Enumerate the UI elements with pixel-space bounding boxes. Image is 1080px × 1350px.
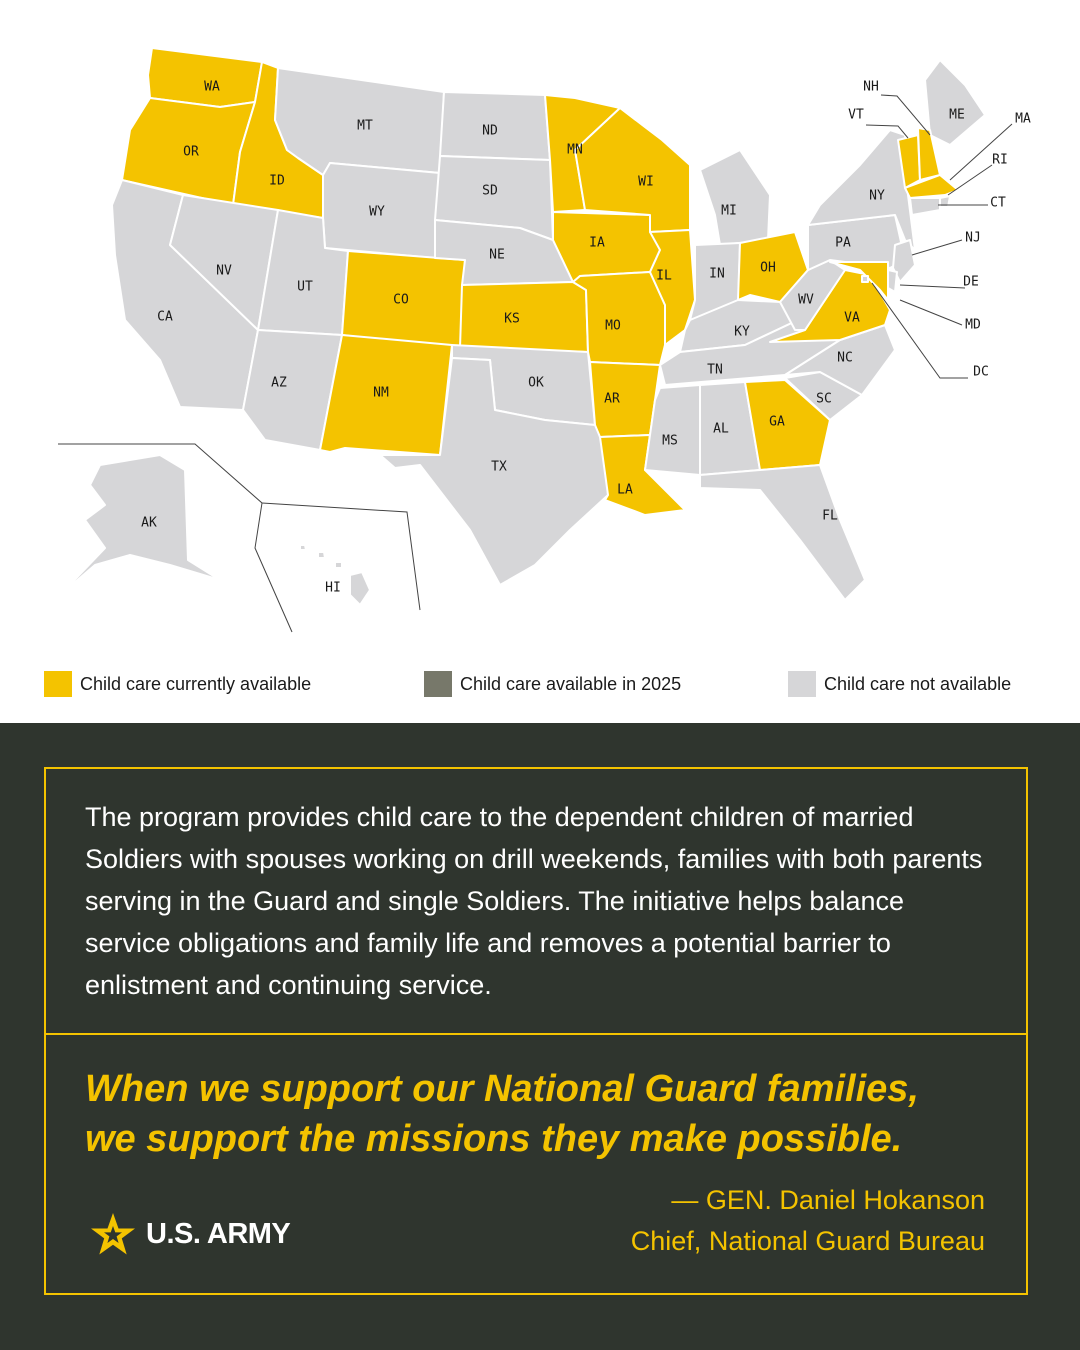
state-label-mi: MI — [721, 203, 737, 219]
state-label-nc: NC — [837, 350, 853, 366]
state-label-nj: NJ — [965, 230, 981, 246]
state-ct — [910, 198, 940, 215]
state-label-ri: RI — [992, 152, 1008, 168]
state-label-in: IN — [709, 266, 725, 282]
state-mi — [700, 150, 770, 245]
state-label-ar: AR — [604, 391, 620, 407]
leader-line — [900, 300, 962, 325]
panel-divider — [44, 1033, 1028, 1035]
legend-swatch — [424, 671, 452, 697]
quote-line-2: we support the missions they make possible. — [85, 1118, 903, 1160]
state-label-va: VA — [844, 310, 860, 326]
state-label-il: IL — [656, 268, 672, 284]
legend-item-available — [44, 670, 311, 698]
state-wa — [148, 48, 262, 107]
state-label-ct: CT — [990, 195, 1006, 211]
legend-swatch — [44, 671, 72, 697]
quote-line-1: When we support our National Guard families, — [85, 1068, 919, 1110]
state-label-mn: MN — [567, 142, 583, 158]
state-label-wi: WI — [638, 174, 654, 190]
legend-label: Child care available in 2025 — [460, 673, 682, 694]
state-label-de: DE — [963, 274, 979, 290]
state-label-nm: NM — [373, 385, 389, 401]
state-ar — [590, 362, 660, 437]
state-label-ne: NE — [489, 247, 505, 263]
state-label-dc: DC — [973, 364, 989, 380]
state-label-wy: WY — [369, 204, 385, 220]
state-label-ca: CA — [157, 309, 173, 325]
us-map — [0, 0, 1080, 650]
us-army-logo — [90, 1212, 290, 1256]
state-label-vt: VT — [848, 107, 864, 123]
state-label-md: MD — [965, 317, 981, 333]
state-label-tn: TN — [707, 362, 723, 378]
state-label-sc: SC — [816, 391, 832, 407]
state-hi — [300, 545, 370, 605]
state-label-ga: GA — [769, 414, 785, 430]
state-label-ky: KY — [734, 324, 750, 340]
state-label-sd: SD — [482, 183, 498, 199]
state-label-fl: FL — [822, 508, 838, 524]
state-label-pa: PA — [835, 235, 851, 251]
state-fl — [700, 465, 865, 600]
legend-label: Child care not available — [824, 673, 1012, 694]
state-label-nd: ND — [482, 123, 498, 139]
legend-swatch — [788, 671, 816, 697]
state-label-ok: OK — [528, 375, 544, 391]
state-label-hi: HI — [325, 580, 341, 596]
state-label-oh: OH — [760, 260, 776, 276]
state-label-ia: IA — [589, 235, 605, 251]
state-label-ak: AK — [141, 515, 157, 531]
state-me — [925, 60, 985, 145]
state-label-ms: MS — [662, 433, 678, 449]
state-dc — [862, 276, 868, 282]
state-label-co: CO — [393, 292, 409, 308]
logo-text: U.S. ARMY — [146, 1217, 291, 1250]
state-label-ks: KS — [504, 311, 520, 327]
state-label-nv: NV — [216, 263, 232, 279]
attribution-title: Chief, National Guard Bureau — [630, 1226, 985, 1256]
legend-item-available-2025 — [424, 670, 681, 698]
state-label-al: AL — [713, 421, 729, 437]
legend-item-not-available — [788, 670, 1011, 698]
leader-line — [900, 285, 965, 288]
state-label-wv: WV — [798, 292, 814, 308]
leader-line — [948, 165, 992, 195]
state-label-ut: UT — [297, 279, 313, 295]
quote-attribution — [631, 1180, 985, 1262]
state-label-wa: WA — [204, 79, 220, 95]
state-ks — [460, 282, 588, 352]
state-ak — [60, 455, 220, 595]
star-icon — [90, 1212, 136, 1256]
state-label-mt: MT — [357, 118, 373, 134]
attribution-name: — GEN. Daniel Hokanson — [671, 1185, 985, 1215]
state-label-ny: NY — [869, 188, 885, 204]
legend-label: Child care currently available — [80, 673, 312, 694]
us-map-svg — [0, 0, 1080, 650]
state-label-me: ME — [949, 107, 965, 123]
state-label-az: AZ — [271, 375, 287, 391]
leader-line — [912, 240, 962, 255]
state-label-or: OR — [183, 144, 199, 160]
state-label-ma: MA — [1015, 111, 1031, 127]
program-description: The program provides child care to the dependent children of married Soldiers with spouses working on drill weekends, families with both parents serving in the Guard and single Soldiers. The initiative helps balance service obligations and family life and removes a potential barrier to enlistment and continuing service. — [85, 802, 983, 1000]
state-de — [888, 270, 897, 292]
quote — [85, 1064, 1005, 1164]
leader-line — [262, 503, 420, 610]
state-label-mo: MO — [605, 318, 621, 334]
state-label-tx: TX — [491, 459, 507, 475]
state-label-nh: NH — [863, 79, 879, 95]
state-label-id: ID — [269, 173, 285, 189]
state-label-la: LA — [617, 482, 633, 498]
